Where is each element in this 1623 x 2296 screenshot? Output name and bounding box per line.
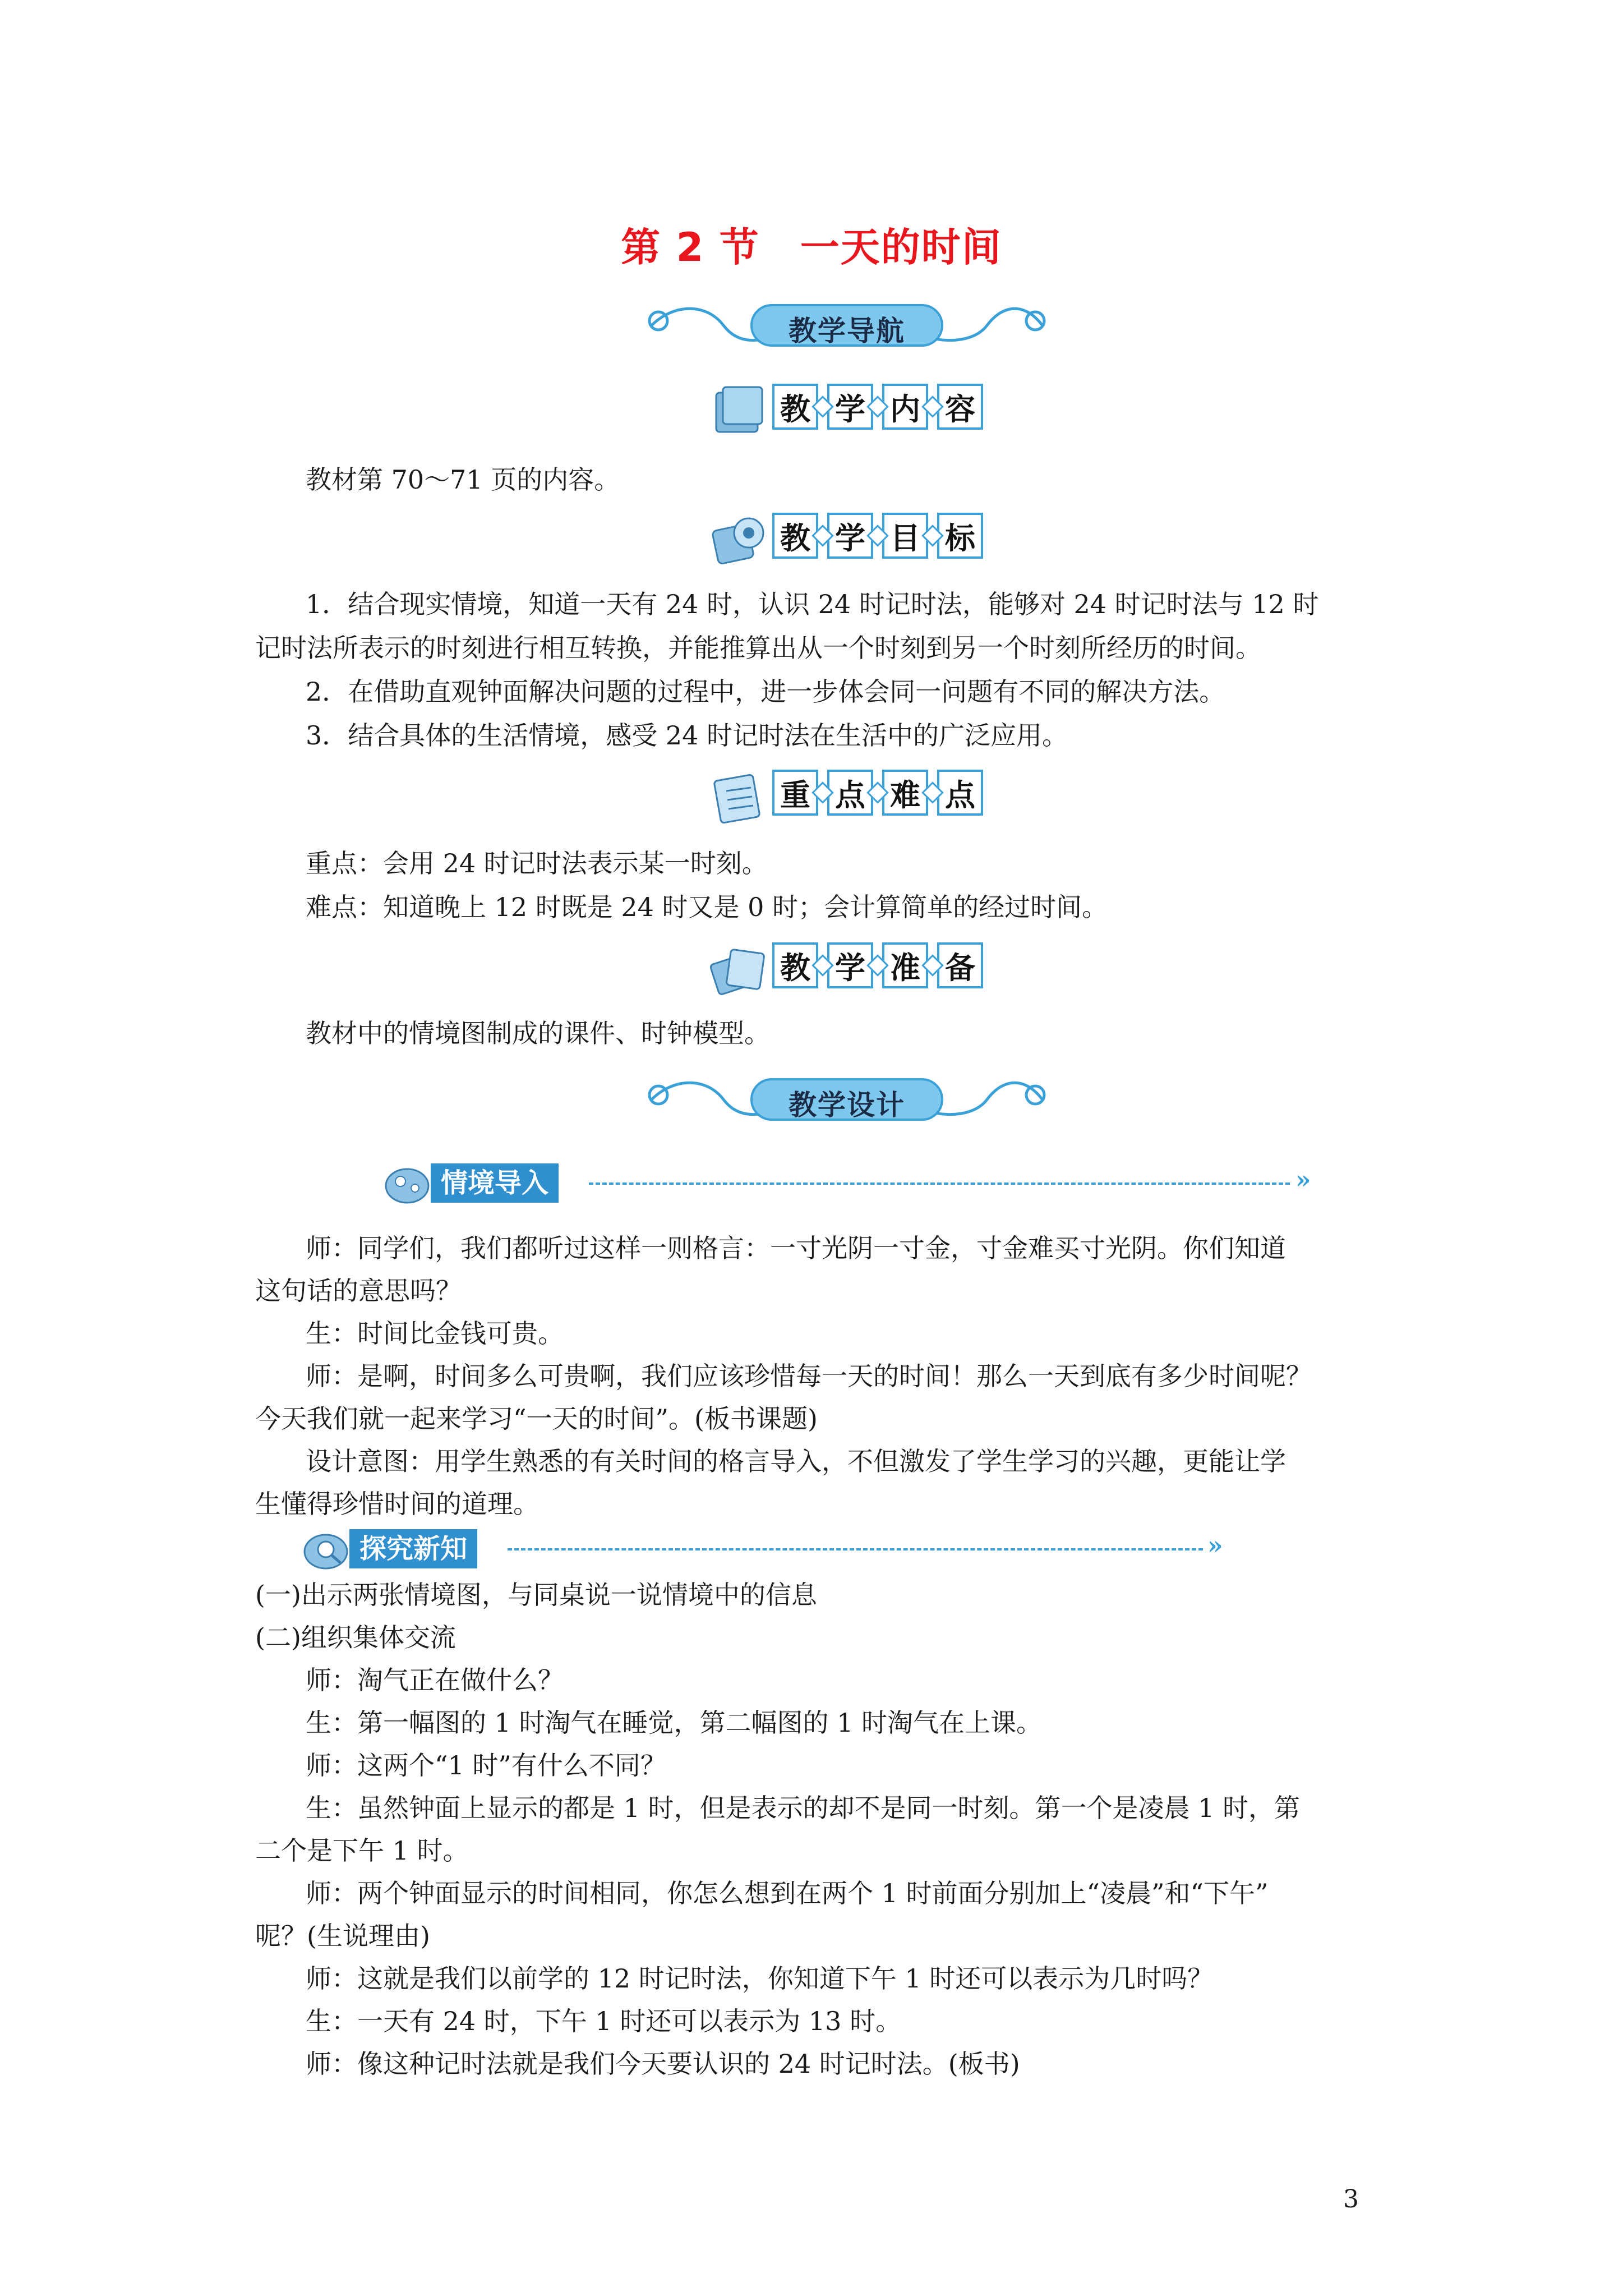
page-title: 第 2 节 一天的时间	[621, 224, 1002, 270]
goal-line: 2．在借助直观钟面解决问题的过程中，进一步体会同一问题有不同的解决方法。	[306, 677, 1225, 707]
tag-scenario-intro	[381, 1160, 1324, 1207]
explore-line: 师：这两个“1 时”有什么不同？	[306, 1750, 666, 1780]
explore-icon	[300, 1526, 356, 1573]
explore-line: (一)出示两张情境图，与同桌说一说情境中的信息	[255, 1580, 817, 1610]
goal-line: 3．结合具体的生活情境，感受 24 时记时法在生活中的广泛应用。	[306, 720, 1068, 751]
double-arrow-icon: »	[1207, 1531, 1223, 1560]
intro-line: 设计意图：用学生熟悉的有关时间的格言导入，不但激发了学生学习的兴趣，更能让学	[306, 1446, 1286, 1476]
section-header-key-points	[709, 767, 1023, 826]
section-header-content	[709, 381, 1023, 440]
books-icon	[709, 940, 771, 999]
content-text: 教材第 70～71 页的内容。	[306, 464, 620, 495]
intro-line: 师：同学们，我们都听过这样一则格言：一寸光阴一寸金，寸金难买寸光阴。你们知道	[306, 1233, 1286, 1263]
header-char: 准	[882, 942, 928, 988]
goal-line: 1．结合现实情境，知道一天有 24 时，认识 24 时记时法，能够对 24 时记时法与 12 时	[306, 589, 1319, 619]
double-arrow-icon: »	[1295, 1166, 1311, 1194]
preparation-text: 教材中的情境图制成的课件、时钟模型。	[306, 1018, 770, 1048]
header-char: 目	[882, 513, 928, 559]
explore-line: 生：虽然钟面上显示的都是 1 时，但是表示的却不是同一时刻。第一个是凌晨 1 时，第	[306, 1793, 1301, 1823]
header-char: 学	[827, 384, 873, 430]
tag-explore-new	[300, 1526, 1242, 1573]
header-char: 标	[937, 513, 983, 559]
explore-line: 师：淘气正在做什么？	[306, 1665, 564, 1695]
header-char: 教	[772, 513, 818, 559]
banner-label: 教学导航	[789, 315, 905, 347]
intro-line: 今天我们就一起来学习“一天的时间”。(板书课题)	[255, 1404, 818, 1434]
target-icon	[709, 510, 771, 569]
header-char: 难	[882, 770, 928, 816]
key-point-line: 难点：知道晚上 12 时既是 24 时又是 0 时；会计算简单的经过时间。	[306, 892, 1108, 922]
header-char: 教	[772, 384, 818, 430]
page-number: 3	[1343, 2185, 1359, 2214]
document-icon	[709, 767, 771, 826]
explore-line: 师：两个钟面显示的时间相同，你怎么想到在两个 1 时前面分别加上“凌晨”和“下午”	[306, 1878, 1269, 1908]
header-char: 学	[827, 942, 873, 988]
banner-teaching-design	[639, 1066, 1054, 1133]
goal-line: 记时法所表示的时刻进行相互转换，并能推算出从一个时刻到另一个时刻所经历的时间。	[255, 633, 1261, 663]
banner-label: 教学设计	[789, 1089, 905, 1121]
explore-line: 生：一天有 24 时，下午 1 时还可以表示为 13 时。	[306, 2006, 902, 2036]
intro-line: 师：是啊，时间多么可贵啊，我们应该珍惜每一天的时间！那么一天到底有多少时间呢？	[306, 1361, 1312, 1391]
header-char: 教	[772, 942, 818, 988]
tag-label: 情境导入	[431, 1163, 559, 1203]
explore-line: 二个是下午 1 时。	[255, 1835, 469, 1866]
header-char: 容	[937, 384, 983, 430]
explore-line: 师：这就是我们以前学的 12 时记时法，你知道下午 1 时还可以表示为几时吗？	[306, 1963, 1214, 1994]
dashed-rule	[589, 1182, 1290, 1185]
explore-line: 师：像这种记时法就是我们今天要认识的 24 时记时法。(板书)	[306, 2049, 1020, 2079]
explore-line: 呢？(生说理由)	[255, 1921, 430, 1951]
explore-line: (二)组织集体交流	[255, 1622, 456, 1653]
header-char: 点	[827, 770, 873, 816]
header-char: 学	[827, 513, 873, 559]
header-char: 点	[937, 770, 983, 816]
key-point-line: 重点：会用 24 时记时法表示某一时刻。	[306, 848, 768, 878]
explore-line: 生：第一幅图的 1 时淘气在睡觉，第二幅图的 1 时淘气在上课。	[306, 1708, 1043, 1738]
intro-line: 这句话的意思吗？	[255, 1276, 462, 1306]
tag-label: 探究新知	[349, 1529, 477, 1568]
intro-line: 生懂得珍惜时间的道理。	[255, 1489, 539, 1519]
dashed-rule	[508, 1548, 1203, 1550]
header-char: 内	[882, 384, 928, 430]
header-char: 备	[937, 942, 983, 988]
folder-icon	[709, 381, 771, 440]
section-header-goals	[709, 510, 1023, 569]
banner-teaching-nav	[639, 292, 1054, 359]
scenario-icon	[381, 1160, 437, 1207]
header-char: 重	[772, 770, 818, 816]
section-header-preparation	[709, 940, 1023, 999]
intro-line: 生：时间比金钱可贵。	[306, 1318, 564, 1349]
